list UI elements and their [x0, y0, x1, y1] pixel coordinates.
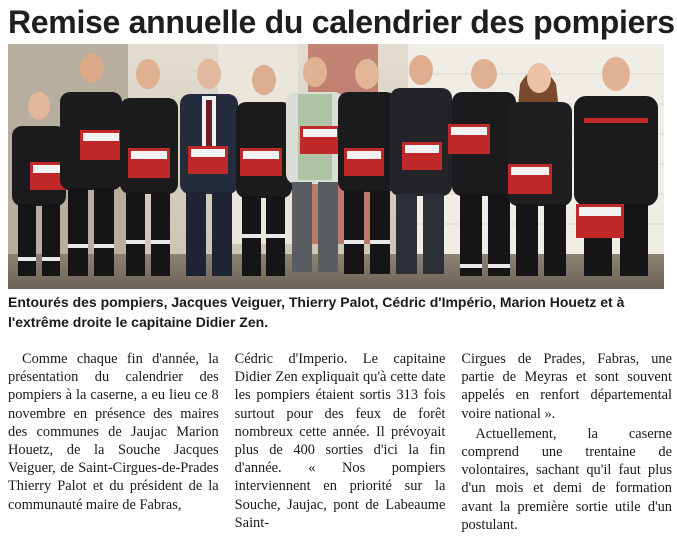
article-body	[8, 350, 672, 555]
article-column-2	[235, 350, 446, 555]
paragraph-1: Comme chaque fin d'année, la présentation du calendrier des pompiers à la caserne, a eu lieu ce 8 novembre en présence des maires des communes de Jaujac Marion Houetz, de la Souche Jacques Veiguer, de Saint-Cirgues-de-Prades Thierry Palot et du président de la communauté maire de Fabras,	[8, 351, 219, 513]
paragraph-3: Cirgues de Prades, Fabras, une partie de Meyras et sont souvent appelés en renfort départemental voire national ».	[461, 351, 673, 422]
article-column-3	[461, 350, 672, 555]
photo-caption: Entourés des pompiers, Jacques Veiguer, Thierry Palot, Cédric d'Império, Marion Houetz et à l'extrême droite le capitaine Didier Zen.	[8, 294, 625, 330]
headline: Remise annuelle du calendrier des pompiers	[8, 4, 675, 40]
paragraph-2: Cédric d'Imperio. Le capitaine Didier Zen expliquait qu'à cette date les pompiers étaient sortis 313 fois surtout pour des feux de forêt nombreux cette année. Il prévoyait plus de 400 sorties d'ici la fin d'année. « Nos pompiers interviennent en priorité sur la Souche, Jaujac, pont de Labeaume Saint-	[234, 351, 446, 531]
group-photo-illustration	[8, 44, 664, 289]
group-photo	[8, 44, 664, 289]
paragraph-4: Actuellement, la caserne comprend une trentaine de volontaires, sachant qu'il faut plus d'un mois et demi de formation avant la première sortie utile d'un postulant.	[461, 425, 673, 533]
article-column-1	[8, 350, 219, 555]
